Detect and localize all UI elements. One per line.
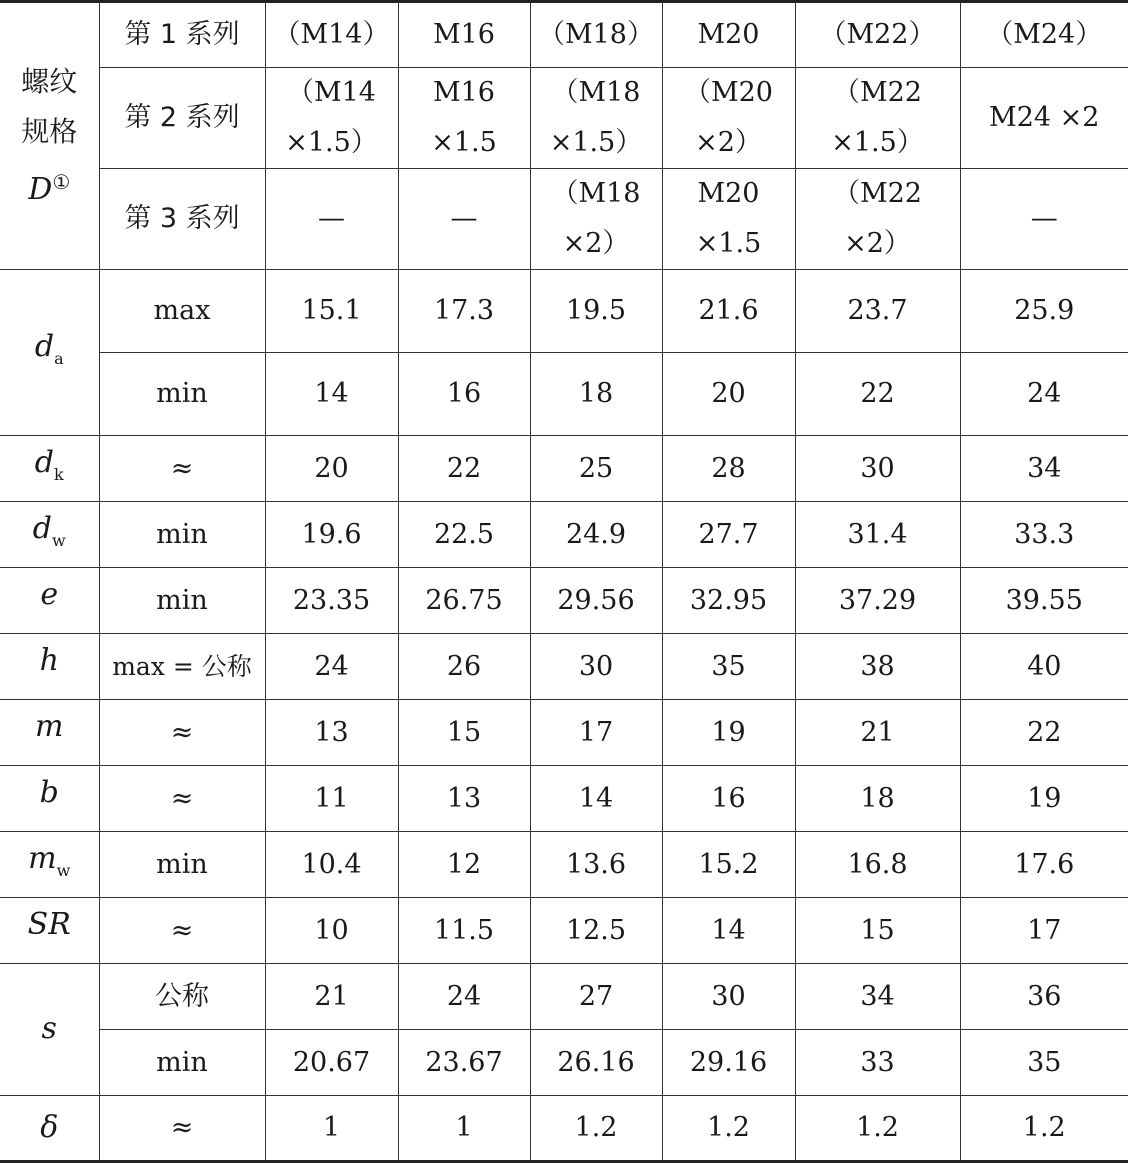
- row-qualifier: min: [99, 1030, 265, 1096]
- table-cell: 34: [795, 964, 960, 1030]
- table-cell: [795, 169, 960, 270]
- cell-line: M16: [432, 77, 495, 108]
- table-cell: [662, 169, 795, 270]
- s-min-row: [0, 1030, 1128, 1096]
- symbol-text: d: [34, 444, 54, 480]
- cell-line: ×1.5）: [831, 127, 924, 158]
- table-cell: 39.55: [960, 568, 1128, 634]
- symbol-subscript: w: [52, 530, 66, 550]
- row-qualifier: ≈: [99, 436, 265, 502]
- table-cell: 40: [960, 634, 1128, 700]
- table-cell: 36: [960, 964, 1128, 1030]
- table-cell: 29.56: [530, 568, 662, 634]
- table-cell: 19: [960, 766, 1128, 832]
- table-cell: 21: [265, 964, 398, 1030]
- table-cell: 26.16: [530, 1030, 662, 1096]
- symbol-text: m: [28, 840, 57, 876]
- series1-row: [0, 2, 1128, 68]
- table-cell: 30: [795, 436, 960, 502]
- symbol-text: d: [34, 328, 55, 364]
- da-max-row: [0, 270, 1128, 353]
- table-cell: （M14）: [265, 2, 398, 68]
- table-cell: 18: [530, 353, 662, 436]
- table-cell: 23.7: [795, 270, 960, 353]
- table-cell: 20: [265, 436, 398, 502]
- symbol-subscript: w: [56, 860, 71, 880]
- cell-line: （M20: [683, 77, 773, 108]
- table-cell: 15: [795, 898, 960, 964]
- cell-line: ×1.5）: [285, 127, 378, 158]
- series1-label: 第 1 系列: [99, 2, 265, 68]
- table-cell: 30: [530, 634, 662, 700]
- table-cell: [265, 169, 398, 270]
- table-cell: 11.5: [398, 898, 530, 964]
- cell-line: —: [450, 203, 478, 234]
- table-cell: 20.67: [265, 1030, 398, 1096]
- table-cell: 27.7: [662, 502, 795, 568]
- table-cell: （M22）: [795, 2, 960, 68]
- row-qualifier: max = 公称: [99, 634, 265, 700]
- table-cell: 19.5: [530, 270, 662, 353]
- table-cell: 19: [662, 700, 795, 766]
- table-cell: 17: [530, 700, 662, 766]
- row-symbol: [0, 1096, 99, 1162]
- series3-row: [0, 169, 1128, 270]
- table-row: [0, 436, 1128, 502]
- table-cell: 21.6: [662, 270, 795, 353]
- symbol-text: d: [32, 510, 52, 546]
- table-cell: 1.2: [530, 1096, 662, 1162]
- row-qualifier: ≈: [99, 766, 265, 832]
- cell-line: —: [1030, 203, 1058, 234]
- table-cell: 29.16: [662, 1030, 795, 1096]
- table-cell: 1.2: [960, 1096, 1128, 1162]
- table-cell: 14: [530, 766, 662, 832]
- row-qualifier: min: [99, 502, 265, 568]
- row-symbol: [0, 270, 99, 436]
- row-symbol: [0, 832, 99, 898]
- table-row: [0, 634, 1128, 700]
- table-cell: （M18）: [530, 2, 662, 68]
- table-cell: 1.2: [795, 1096, 960, 1162]
- table-cell: 15.1: [265, 270, 398, 353]
- row-symbol: [0, 766, 99, 832]
- symbol-text: δ: [40, 1109, 59, 1145]
- table-cell: 16: [398, 353, 530, 436]
- table-cell: 25: [530, 436, 662, 502]
- table-cell: 33: [795, 1030, 960, 1096]
- table-cell: 13.6: [530, 832, 662, 898]
- cell-line: ×2）: [562, 228, 630, 259]
- row-qualifier: max: [99, 270, 265, 353]
- table-cell: 17.6: [960, 832, 1128, 898]
- cell-line: —: [318, 203, 345, 234]
- table-cell: 20: [662, 353, 795, 436]
- table-cell: 16.8: [795, 832, 960, 898]
- cell-line: M20: [697, 178, 760, 209]
- symbol-subscript: a: [54, 348, 64, 368]
- table-cell: 19.6: [265, 502, 398, 568]
- table-cell: 23.35: [265, 568, 398, 634]
- table-cell: （M24）: [960, 2, 1128, 68]
- thread-spec-label-line: 螺纹: [21, 64, 78, 98]
- table-cell: [265, 68, 398, 169]
- table-cell: 1: [265, 1096, 398, 1162]
- symbol-text: h: [39, 642, 59, 678]
- table-row: [0, 898, 1128, 964]
- table-cell: M20: [662, 2, 795, 68]
- da-min-row: [0, 353, 1128, 436]
- row-qualifier: ≈: [99, 1096, 265, 1162]
- row-symbol: [0, 634, 99, 700]
- cell-line: ×2）: [844, 228, 911, 259]
- table-cell: [398, 68, 530, 169]
- row-symbol: [0, 436, 99, 502]
- cell-line: M24 ×2: [989, 102, 1100, 133]
- row-qualifier: min: [99, 353, 265, 436]
- row-qualifier: ≈: [99, 898, 265, 964]
- row-symbol: [0, 502, 99, 568]
- table-cell: 21: [795, 700, 960, 766]
- table-cell: 1: [398, 1096, 530, 1162]
- thread-spec-label: [0, 2, 99, 270]
- table-cell: 35: [960, 1030, 1128, 1096]
- cell-line: （M22: [832, 77, 922, 108]
- table-cell: [795, 68, 960, 169]
- table-cell: 30: [662, 964, 795, 1030]
- table-cell: 13: [398, 766, 530, 832]
- table-cell: 17.3: [398, 270, 530, 353]
- symbol-text: e: [40, 576, 59, 612]
- cell-line: （M18: [551, 178, 641, 209]
- symbol-subscript: k: [54, 464, 64, 484]
- table-cell: 13: [265, 700, 398, 766]
- table-cell: 11: [265, 766, 398, 832]
- row-symbol: [0, 898, 99, 964]
- table-cell: 12: [398, 832, 530, 898]
- table-cell: [960, 68, 1128, 169]
- table-cell: 10: [265, 898, 398, 964]
- table-cell: 15: [398, 700, 530, 766]
- table-cell: 24: [265, 634, 398, 700]
- series3-label: 第 3 系列: [99, 169, 265, 270]
- cell-line: ×2）: [695, 127, 762, 158]
- table-row: [0, 700, 1128, 766]
- table-cell: [530, 68, 662, 169]
- table-cell: M16: [398, 2, 530, 68]
- cell-line: ×1.5: [695, 228, 762, 259]
- table-cell: 26: [398, 634, 530, 700]
- table-cell: 24: [398, 964, 530, 1030]
- series2-label: 第 2 系列: [99, 68, 265, 169]
- footnote-mark: ①: [52, 169, 71, 194]
- table-cell: 18: [795, 766, 960, 832]
- table-cell: 27: [530, 964, 662, 1030]
- table-row: [0, 832, 1128, 898]
- table-cell: 34: [960, 436, 1128, 502]
- cell-line: （M22: [832, 178, 922, 209]
- table-cell: 22: [398, 436, 530, 502]
- row-qualifier: 公称: [99, 964, 265, 1030]
- symbol-d: D: [28, 171, 53, 207]
- table-cell: 26.75: [398, 568, 530, 634]
- symbol-text: SR: [27, 906, 71, 942]
- series2-row: [0, 68, 1128, 169]
- table-cell: 33.3: [960, 502, 1128, 568]
- row-symbol: [0, 964, 99, 1096]
- table-cell: 15.2: [662, 832, 795, 898]
- table-cell: 1.2: [662, 1096, 795, 1162]
- table-cell: 14: [662, 898, 795, 964]
- table-cell: 22.5: [398, 502, 530, 568]
- table-cell: 23.67: [398, 1030, 530, 1096]
- table-row: [0, 766, 1128, 832]
- symbol-text: s: [41, 1011, 57, 1046]
- table-cell: 25.9: [960, 270, 1128, 353]
- row-qualifier: min: [99, 568, 265, 634]
- table-cell: [960, 169, 1128, 270]
- table-cell: 22: [960, 700, 1128, 766]
- row-qualifier: ≈: [99, 700, 265, 766]
- table-cell: 14: [265, 353, 398, 436]
- table-row: [0, 502, 1128, 568]
- table-cell: 35: [662, 634, 795, 700]
- table-cell: [662, 68, 795, 169]
- cell-line: ×1.5: [431, 127, 497, 158]
- symbol-text: b: [39, 774, 59, 810]
- row-symbol: [0, 700, 99, 766]
- symbol-text: m: [35, 708, 64, 744]
- table-cell: 32.95: [662, 568, 795, 634]
- cell-line: （M14: [286, 77, 376, 108]
- row-qualifier: min: [99, 832, 265, 898]
- table-cell: 31.4: [795, 502, 960, 568]
- table-cell: 10.4: [265, 832, 398, 898]
- table-cell: [530, 169, 662, 270]
- cell-line: （M18: [551, 77, 641, 108]
- table-row: [0, 568, 1128, 634]
- table-cell: 24: [960, 353, 1128, 436]
- table-cell: [398, 169, 530, 270]
- s-nominal-row: [0, 964, 1128, 1030]
- table-cell: 17: [960, 898, 1128, 964]
- cell-line: ×1.5）: [549, 127, 643, 158]
- table-cell: 16: [662, 766, 795, 832]
- table-cell: 22: [795, 353, 960, 436]
- thread-spec-symbol: [0, 157, 99, 216]
- thread-spec-label-line: 规格: [21, 114, 78, 148]
- table-cell: 37.29: [795, 568, 960, 634]
- table-cell: 24.9: [530, 502, 662, 568]
- row-symbol: [0, 568, 99, 634]
- table-cell: 12.5: [530, 898, 662, 964]
- table-cell: 38: [795, 634, 960, 700]
- table-cell: 28: [662, 436, 795, 502]
- delta-row: [0, 1096, 1128, 1162]
